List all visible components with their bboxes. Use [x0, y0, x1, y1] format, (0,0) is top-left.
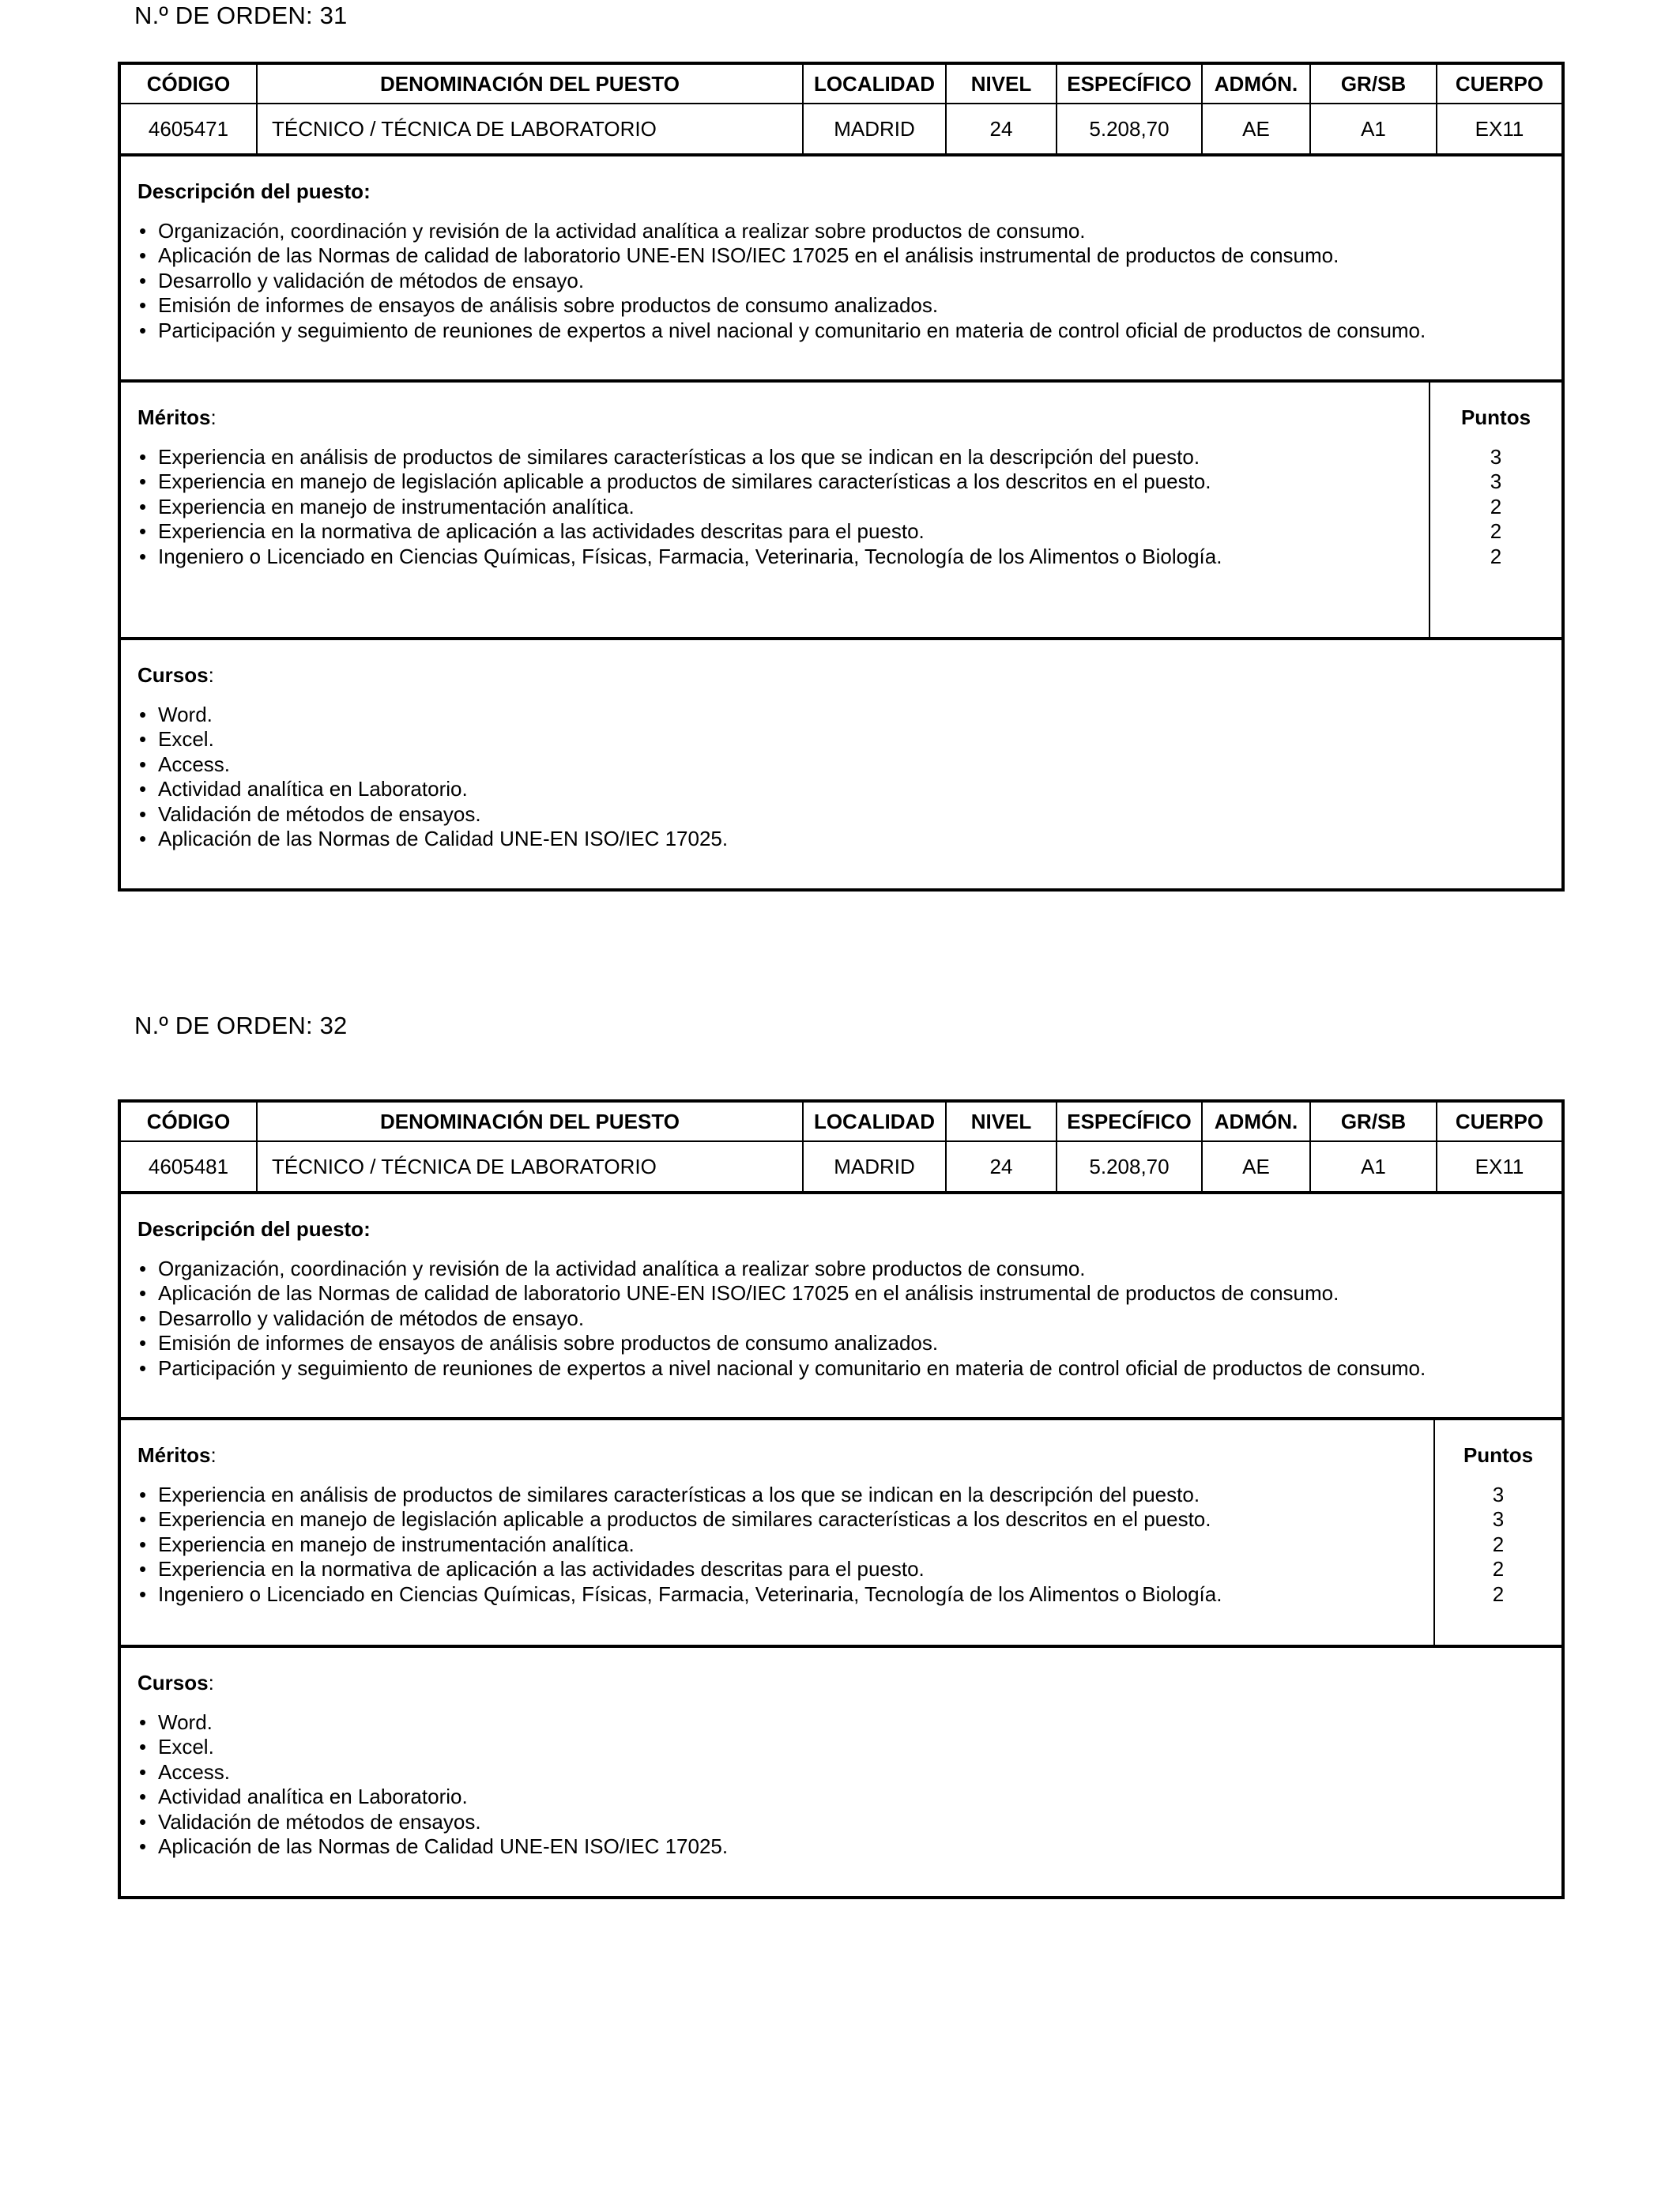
- col-header-denominacion: DENOMINACIÓN DEL PUESTO: [257, 65, 803, 104]
- list-item: • Actividad analítica en Laboratorio.: [137, 1785, 1561, 1809]
- col-header-codigo: CÓDIGO: [121, 1103, 257, 1141]
- cursos-title-text: Cursos: [137, 663, 209, 687]
- list-item: • Word.: [137, 1710, 1561, 1735]
- list-item: • Experiencia en manejo de instrumentación analítica.: [137, 1532, 1433, 1557]
- puntos-value: 2: [1492, 1581, 1505, 1606]
- list-item: • Experiencia en manejo de legislación aplicable a productos de similares características a los descritos en el puesto.: [137, 1507, 1433, 1532]
- cell-denominacion: TÉCNICO / TÉCNICA DE LABORATORIO: [257, 104, 803, 153]
- job-header-table: [121, 65, 1561, 153]
- list-item: • Experiencia en análisis de productos de similares características a los que se indican en la descripción del puesto.: [137, 445, 1429, 469]
- puntos-title: Puntos: [1463, 1443, 1534, 1467]
- col-header-cuerpo: CUERPO: [1437, 65, 1561, 104]
- table-row: [121, 104, 1561, 153]
- list-item: • Organización, coordinación y revisión de la actividad analítica a realizar sobre productos de consumo.: [137, 1257, 1561, 1281]
- list-item: • Aplicación de las Normas de calidad de laboratorio UNE-EN ISO/IEC 17025 en el análisis instrumental de productos de consumo.: [137, 243, 1561, 268]
- col-header-localidad: LOCALIDAD: [803, 1103, 946, 1141]
- meritos-section: [121, 1417, 1561, 1645]
- col-header-localidad: LOCALIDAD: [803, 65, 946, 104]
- descripcion-list: [137, 1257, 1561, 1381]
- cell-grsb: A1: [1310, 1141, 1437, 1191]
- col-header-nivel: NIVEL: [946, 1103, 1057, 1141]
- cell-grsb: A1: [1310, 104, 1437, 153]
- cell-cuerpo: EX11: [1475, 116, 1524, 141]
- list-item: • Experiencia en manejo de instrumentación analítica.: [137, 495, 1429, 519]
- cell-especifico: 5.208,70: [1057, 1141, 1202, 1191]
- cell-localidad: MADRID: [803, 1141, 946, 1191]
- cell-denominacion: TÉCNICO / TÉCNICA DE LABORATORIO: [257, 1141, 803, 1191]
- col-header-especifico: ESPECÍFICO: [1057, 65, 1202, 104]
- descripcion-section: [121, 153, 1561, 379]
- list-item: • Aplicación de las Normas de calidad de laboratorio UNE-EN ISO/IEC 17025 en el análisis instrumental de productos de consumo.: [137, 1281, 1561, 1306]
- job-block-31: [118, 62, 1565, 892]
- meritos-title: Méritos:: [137, 1443, 217, 1467]
- job-header-table: [121, 1103, 1561, 1191]
- list-item: • Organización, coordinación y revisión de la actividad analítica a realizar sobre productos de consumo.: [137, 219, 1561, 243]
- puntos-column: [1430, 383, 1561, 637]
- cell-codigo: 4605481: [121, 1141, 257, 1191]
- col-header-admon: ADMÓN.: [1202, 65, 1310, 104]
- list-item: • Experiencia en la normativa de aplicación a las actividades descritas para el puesto.: [137, 1557, 1433, 1581]
- list-item: • Participación y seguimiento de reuniones de expertos a nivel nacional y comunitario en materia de control oficial de productos de consumo.: [137, 319, 1561, 343]
- list-item: • Ingeniero o Licenciado en Ciencias Químicas, Físicas, Farmacia, Veterinaria, Tecnología de los Alimentos o Biología.: [137, 1582, 1433, 1607]
- list-item: • Excel.: [137, 727, 1561, 752]
- col-header-denominacion: DENOMINACIÓN DEL PUESTO: [257, 1103, 803, 1141]
- meritos-list: [137, 1483, 1433, 1607]
- col-header-cuerpo: CUERPO: [1437, 1103, 1561, 1141]
- cursos-title: Cursos:: [137, 1671, 214, 1695]
- meritos-section: [121, 379, 1561, 637]
- descripcion-list: [137, 219, 1561, 343]
- orden-heading: N.º DE ORDEN: 32: [134, 1012, 348, 1039]
- meritos-title-text: Méritos: [137, 405, 211, 429]
- cursos-list: [137, 1710, 1561, 1859]
- puntos-value: 2: [1492, 1557, 1505, 1581]
- col-header-grsb: GR/SB: [1310, 65, 1437, 104]
- list-item: • Emisión de informes de ensayos de análisis sobre productos de consumo analizados.: [137, 293, 1561, 318]
- list-item: • Participación y seguimiento de reuniones de expertos a nivel nacional y comunitario en materia de control oficial de productos de consumo.: [137, 1356, 1561, 1381]
- list-item: • Emisión de informes de ensayos de análisis sobre productos de consumo analizados.: [137, 1331, 1561, 1355]
- job-block-32: [118, 1099, 1565, 1899]
- cell-localidad: MADRID: [803, 104, 946, 153]
- meritos-title: Méritos:: [137, 405, 217, 429]
- puntos-title: Puntos: [1460, 405, 1531, 429]
- cursos-title: Cursos:: [137, 663, 214, 687]
- list-item: • Experiencia en manejo de legislación aplicable a productos de similares características a los descritos en el puesto.: [137, 469, 1429, 494]
- cell-cuerpo: EX11: [1475, 1154, 1524, 1178]
- list-item: • Ingeniero o Licenciado en Ciencias Químicas, Físicas, Farmacia, Veterinaria, Tecnología de los Alimentos o Biología.: [137, 545, 1429, 569]
- cell-codigo: 4605471: [121, 104, 257, 153]
- meritos-title-text: Méritos: [137, 1443, 211, 1467]
- puntos-value: 2: [1490, 519, 1502, 544]
- cell-nivel: 24: [946, 1141, 1057, 1191]
- cell-nivel: 24: [946, 104, 1057, 153]
- cell-admon: AE: [1202, 1141, 1310, 1191]
- col-header-grsb: GR/SB: [1310, 1103, 1437, 1141]
- descripcion-title: Descripción del puesto:: [137, 179, 371, 203]
- col-header-especifico: ESPECÍFICO: [1057, 1103, 1202, 1141]
- list-item: • Validación de métodos de ensayos.: [137, 1810, 1561, 1834]
- list-item: • Desarrollo y validación de métodos de ensayo.: [137, 269, 1561, 293]
- orden-heading: N.º DE ORDEN: 31: [134, 2, 348, 29]
- col-header-nivel: NIVEL: [946, 65, 1057, 104]
- list-item: • Excel.: [137, 1735, 1561, 1759]
- cursos-section: [121, 637, 1561, 888]
- list-item: • Experiencia en la normativa de aplicación a las actividades descritas para el puesto.: [137, 519, 1429, 544]
- table-row: [121, 1141, 1561, 1191]
- puntos-value: 3: [1492, 1483, 1505, 1506]
- meritos-list-column: [121, 383, 1430, 637]
- puntos-value: 2: [1492, 1532, 1505, 1556]
- puntos-value: 3: [1490, 445, 1502, 469]
- list-item: • Experiencia en análisis de productos de similares características a los que se indican en la descripción del puesto.: [137, 1483, 1433, 1507]
- cell-especifico: 5.208,70: [1057, 104, 1202, 153]
- col-header-admon: ADMÓN.: [1202, 1103, 1310, 1141]
- table-header-row: [121, 65, 1561, 104]
- puntos-value: 2: [1490, 544, 1502, 568]
- meritos-list: [137, 445, 1429, 569]
- cell-admon: AE: [1202, 104, 1310, 153]
- list-item: • Aplicación de las Normas de Calidad UNE-EN ISO/IEC 17025.: [137, 1834, 1561, 1859]
- table-header-row: [121, 1103, 1561, 1141]
- col-header-codigo: CÓDIGO: [121, 65, 257, 104]
- list-item: • Actividad analítica en Laboratorio.: [137, 777, 1561, 801]
- list-item: • Access.: [137, 752, 1561, 777]
- puntos-value: 3: [1492, 1507, 1505, 1532]
- list-item: • Access.: [137, 1760, 1561, 1785]
- list-item: • Desarrollo y validación de métodos de ensayo.: [137, 1306, 1561, 1331]
- cursos-title-text: Cursos: [137, 1671, 209, 1695]
- descripcion-section: [121, 1191, 1561, 1417]
- descripcion-title: Descripción del puesto:: [137, 1217, 371, 1241]
- cursos-list: [137, 703, 1561, 851]
- meritos-list-column: [121, 1420, 1435, 1645]
- cursos-section: [121, 1645, 1561, 1896]
- list-item: • Aplicación de las Normas de Calidad UNE-EN ISO/IEC 17025.: [137, 827, 1561, 851]
- puntos-value: 2: [1490, 494, 1502, 518]
- list-item: • Word.: [137, 703, 1561, 727]
- puntos-column: [1435, 1420, 1561, 1645]
- list-item: • Validación de métodos de ensayos.: [137, 802, 1561, 827]
- puntos-value: 3: [1490, 469, 1502, 494]
